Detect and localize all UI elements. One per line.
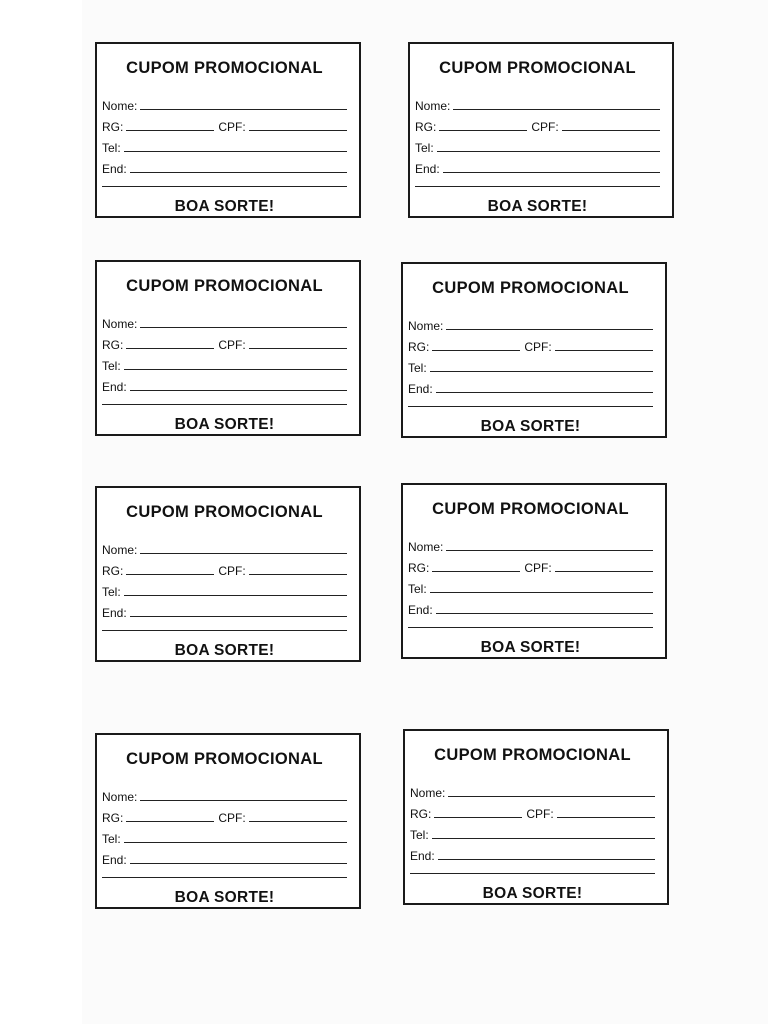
coupon-title: CUPOM PROMOCIONAL xyxy=(126,59,323,77)
coupon-title: CUPOM PROMOCIONAL xyxy=(126,503,323,521)
rg-label: RG: xyxy=(408,340,430,354)
coupon-card xyxy=(95,42,361,218)
tel-label: Tel: xyxy=(408,361,427,375)
tel-field[interactable] xyxy=(102,825,347,846)
rg-line[interactable] xyxy=(439,130,527,131)
rg-cpf-field[interactable] xyxy=(415,113,660,134)
name-line[interactable] xyxy=(140,553,347,554)
address-line[interactable] xyxy=(436,392,653,393)
coupon-title: CUPOM PROMOCIONAL xyxy=(432,500,629,518)
cpf-line[interactable] xyxy=(555,350,653,351)
tel-line[interactable] xyxy=(432,838,655,839)
rg-cpf-field[interactable] xyxy=(102,557,347,578)
address-field[interactable] xyxy=(102,846,347,867)
address-line[interactable] xyxy=(130,390,347,391)
coupon-title: CUPOM PROMOCIONAL xyxy=(434,746,631,764)
name-label: Nome: xyxy=(408,540,444,554)
tel-label: Tel: xyxy=(415,141,434,155)
cpf-line[interactable] xyxy=(249,821,347,822)
rg-line[interactable] xyxy=(126,821,214,822)
name-field[interactable] xyxy=(415,92,660,113)
address-field[interactable] xyxy=(408,596,653,617)
tel-field[interactable] xyxy=(102,134,347,155)
name-field[interactable] xyxy=(102,310,347,331)
name-label: Nome: xyxy=(102,99,138,113)
address-label: End: xyxy=(102,853,127,867)
name-label: Nome: xyxy=(415,99,451,113)
cpf-label: CPF: xyxy=(218,120,246,134)
rg-cpf-field[interactable] xyxy=(408,554,653,575)
address-label: End: xyxy=(408,382,433,396)
name-label: Nome: xyxy=(410,786,446,800)
coupon-title: CUPOM PROMOCIONAL xyxy=(126,277,323,295)
address-label: End: xyxy=(102,606,127,620)
tel-field[interactable] xyxy=(102,578,347,599)
name-label: Nome: xyxy=(102,317,138,331)
rg-label: RG: xyxy=(102,564,124,578)
tel-field[interactable] xyxy=(408,575,653,596)
cpf-label: CPF: xyxy=(218,564,246,578)
tel-line[interactable] xyxy=(124,151,347,152)
address-extra-line[interactable] xyxy=(102,877,347,878)
name-line[interactable] xyxy=(446,329,653,330)
name-field[interactable] xyxy=(102,536,347,557)
coupon-title: CUPOM PROMOCIONAL xyxy=(126,750,323,768)
address-field[interactable] xyxy=(102,599,347,620)
tel-label: Tel: xyxy=(102,359,121,373)
address-label: End: xyxy=(410,849,435,863)
tel-label: Tel: xyxy=(102,585,121,599)
tel-label: Tel: xyxy=(102,141,121,155)
tel-field[interactable] xyxy=(410,821,655,842)
rg-line[interactable] xyxy=(126,348,214,349)
rg-line[interactable] xyxy=(126,574,214,575)
address-line[interactable] xyxy=(130,863,347,864)
rg-cpf-field[interactable] xyxy=(102,113,347,134)
address-line[interactable] xyxy=(443,172,660,173)
rg-cpf-field[interactable] xyxy=(102,804,347,825)
address-label: End: xyxy=(102,162,127,176)
rg-label: RG: xyxy=(102,338,124,352)
address-extra-line[interactable] xyxy=(102,404,347,405)
name-label: Nome: xyxy=(102,790,138,804)
cpf-label: CPF: xyxy=(531,120,559,134)
cpf-label: CPF: xyxy=(524,561,552,575)
tel-field[interactable] xyxy=(408,354,653,375)
tel-label: Tel: xyxy=(408,582,427,596)
rg-line[interactable] xyxy=(126,130,214,131)
tel-field[interactable] xyxy=(102,352,347,373)
rg-cpf-field[interactable] xyxy=(410,800,655,821)
tel-line[interactable] xyxy=(124,842,347,843)
cpf-line[interactable] xyxy=(555,571,653,572)
address-label: End: xyxy=(102,380,127,394)
address-extra-line[interactable] xyxy=(408,627,653,628)
coupon-title: CUPOM PROMOCIONAL xyxy=(439,59,636,77)
rg-line[interactable] xyxy=(432,571,520,572)
name-field[interactable] xyxy=(408,312,653,333)
coupon-footer: BOA SORTE! xyxy=(174,889,275,906)
name-line[interactable] xyxy=(140,109,347,110)
name-field[interactable] xyxy=(102,783,347,804)
rg-line[interactable] xyxy=(434,817,522,818)
coupon-footer: BOA SORTE! xyxy=(174,416,275,433)
address-extra-line[interactable] xyxy=(415,186,660,187)
coupon-footer: BOA SORTE! xyxy=(480,639,581,656)
rg-cpf-field[interactable] xyxy=(408,333,653,354)
coupon-card xyxy=(401,483,667,659)
address-extra-line[interactable] xyxy=(102,630,347,631)
cpf-line[interactable] xyxy=(249,574,347,575)
tel-line[interactable] xyxy=(430,592,653,593)
cpf-line[interactable] xyxy=(249,130,347,131)
cpf-line[interactable] xyxy=(249,348,347,349)
coupon-footer: BOA SORTE! xyxy=(174,642,275,659)
address-field[interactable] xyxy=(102,155,347,176)
address-line[interactable] xyxy=(436,613,653,614)
rg-cpf-field[interactable] xyxy=(102,331,347,352)
name-line[interactable] xyxy=(448,796,655,797)
coupon-card xyxy=(95,733,361,909)
cpf-label: CPF: xyxy=(524,340,552,354)
address-field[interactable] xyxy=(415,155,660,176)
tel-label: Tel: xyxy=(102,832,121,846)
cpf-label: CPF: xyxy=(218,811,246,825)
name-line[interactable] xyxy=(140,800,347,801)
coupon-card xyxy=(401,262,667,438)
address-label: End: xyxy=(408,603,433,617)
cpf-line[interactable] xyxy=(557,817,655,818)
name-label: Nome: xyxy=(102,543,138,557)
tel-line[interactable] xyxy=(124,595,347,596)
coupon-title: CUPOM PROMOCIONAL xyxy=(432,279,629,297)
name-label: Nome: xyxy=(408,319,444,333)
coupon-footer: BOA SORTE! xyxy=(482,885,583,902)
address-line[interactable] xyxy=(438,859,655,860)
coupon-card xyxy=(95,260,361,436)
tel-label: Tel: xyxy=(410,828,429,842)
address-extra-line[interactable] xyxy=(410,873,655,874)
rg-line[interactable] xyxy=(432,350,520,351)
cpf-line[interactable] xyxy=(562,130,660,131)
tel-line[interactable] xyxy=(430,371,653,372)
rg-label: RG: xyxy=(408,561,430,575)
address-field[interactable] xyxy=(102,373,347,394)
name-field[interactable] xyxy=(408,533,653,554)
tel-field[interactable] xyxy=(415,134,660,155)
name-line[interactable] xyxy=(453,109,660,110)
name-field[interactable] xyxy=(410,779,655,800)
name-line[interactable] xyxy=(140,327,347,328)
address-field[interactable] xyxy=(408,375,653,396)
rg-label: RG: xyxy=(410,807,432,821)
name-line[interactable] xyxy=(446,550,653,551)
coupon-footer: BOA SORTE! xyxy=(480,418,581,435)
rg-label: RG: xyxy=(415,120,437,134)
address-line[interactable] xyxy=(130,172,347,173)
tel-line[interactable] xyxy=(124,369,347,370)
cpf-label: CPF: xyxy=(526,807,554,821)
address-field[interactable] xyxy=(410,842,655,863)
address-line[interactable] xyxy=(130,616,347,617)
address-extra-line[interactable] xyxy=(408,406,653,407)
coupon-card xyxy=(95,486,361,662)
coupon-footer: BOA SORTE! xyxy=(174,198,275,215)
rg-label: RG: xyxy=(102,120,124,134)
coupon-footer: BOA SORTE! xyxy=(487,198,588,215)
rg-label: RG: xyxy=(102,811,124,825)
address-extra-line[interactable] xyxy=(102,186,347,187)
address-label: End: xyxy=(415,162,440,176)
coupon-card xyxy=(408,42,674,218)
coupon-card xyxy=(403,729,669,905)
cpf-label: CPF: xyxy=(218,338,246,352)
tel-line[interactable] xyxy=(437,151,660,152)
name-field[interactable] xyxy=(102,92,347,113)
